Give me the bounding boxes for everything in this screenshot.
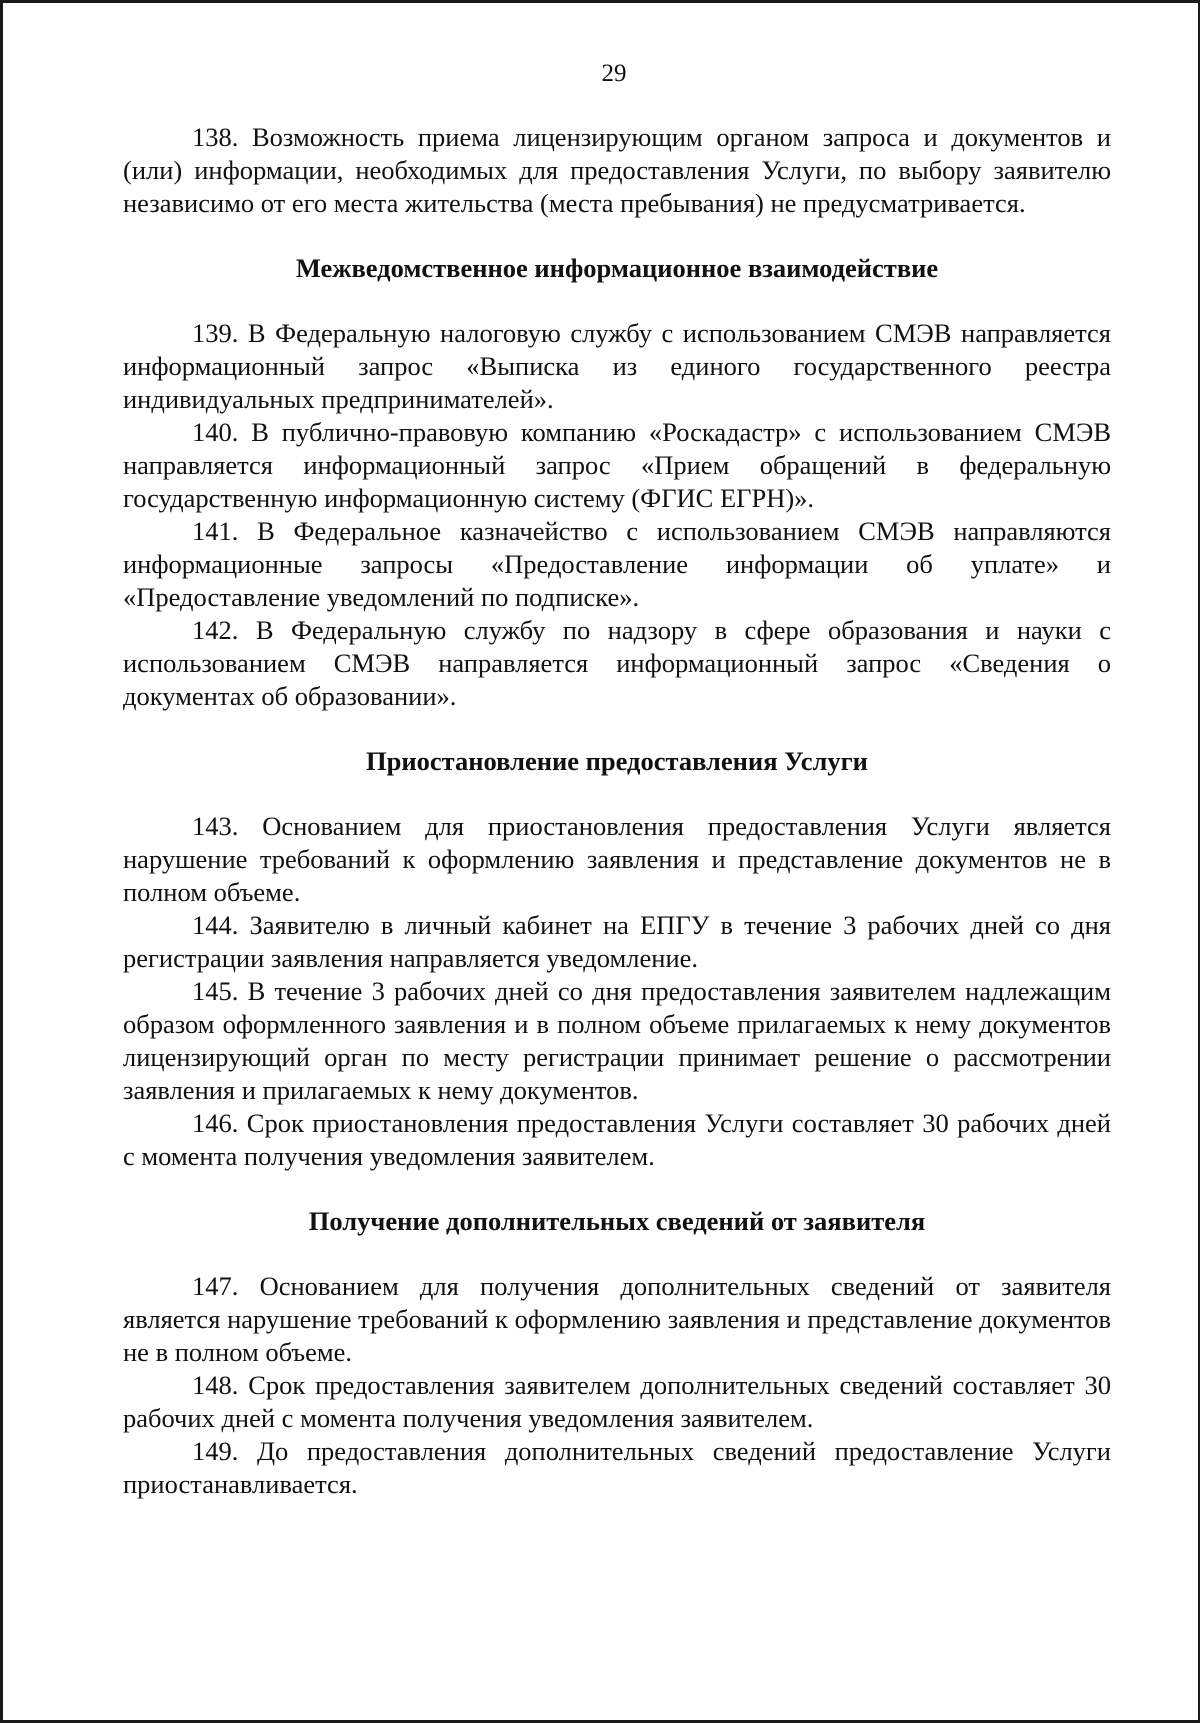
paragraph-147: 147. Основанием для получения дополнительных сведений от заявителя является нарушение требований к оформлению заявления и представление документов не в полном объеме. [123,1271,1111,1367]
page-number: 29 [601,60,627,87]
section-heading-suspension: Приостановление предоставления Услуги [366,746,868,776]
paragraph-138: 138. Возможность приема лицензирующим органом запроса и документов и (или) информации, необходимых для предоставления Услуги, по выбору заявителю независимо от его места жительства (места пребывания) не предусматривается. [123,122,1111,218]
paragraph-139: 139. В Федеральную налоговую службу с использованием СМЭВ направляется информационный запрос «Выписка из единого государственного реестра индивидуальных предпринимателей». [123,318,1111,414]
paragraph-149: 149. До предоставления дополнительных сведений предоставление Услуги приостанавливается. [123,1436,1111,1499]
paragraph-141: 141. В Федеральное казначейство с использованием СМЭВ направляются информационные запросы «Предоставление информации об уплате» и «Предоставление уведомлений по подписке». [123,516,1111,612]
paragraph-148: 148. Срок предоставления заявителем дополнительных сведений составляет 30 рабочих дней с момента получения уведомления заявителем. [123,1370,1111,1433]
paragraph-146: 146. Срок приостановления предоставления Услуги составляет 30 рабочих дней с момента получения уведомления заявителем. [123,1108,1111,1171]
paragraph-140: 140. В публично-правовую компанию «Роскадастр» с использованием СМЭВ направляется информационный запрос «Прием обращений в федеральную государственную информационную систему (ФГИС ЕГРН)». [123,417,1111,513]
section-heading-interagency: Межведомственное информационное взаимодействие [295,253,939,283]
paragraph-143: 143. Основанием для приостановления предоставления Услуги является нарушение требований к оформлению заявления и представление документов не в полном объеме. [123,811,1111,907]
paragraph-144: 144. Заявителю в личный кабинет на ЕПГУ в течение 3 рабочих дней со дня регистрации заявления направляется уведомление. [123,910,1111,973]
section-heading-additional-info: Получение дополнительных сведений от заявителя [308,1206,926,1236]
document-body [123,121,1111,1501]
paragraph-145: 145. В течение 3 рабочих дней со дня предоставления заявителем надлежащим образом оформленного заявления и в полном объеме прилагаемых к нему документов лицензирующий орган по месту регистрации принимает решение о рассмотрении заявления и прилагаемых к нему документов. [123,976,1111,1105]
paragraph-142: 142. В Федеральную службу по надзору в сфере образования и науки с использованием СМЭВ направляется информационный запрос «Сведения о документах об образовании». [123,615,1111,711]
